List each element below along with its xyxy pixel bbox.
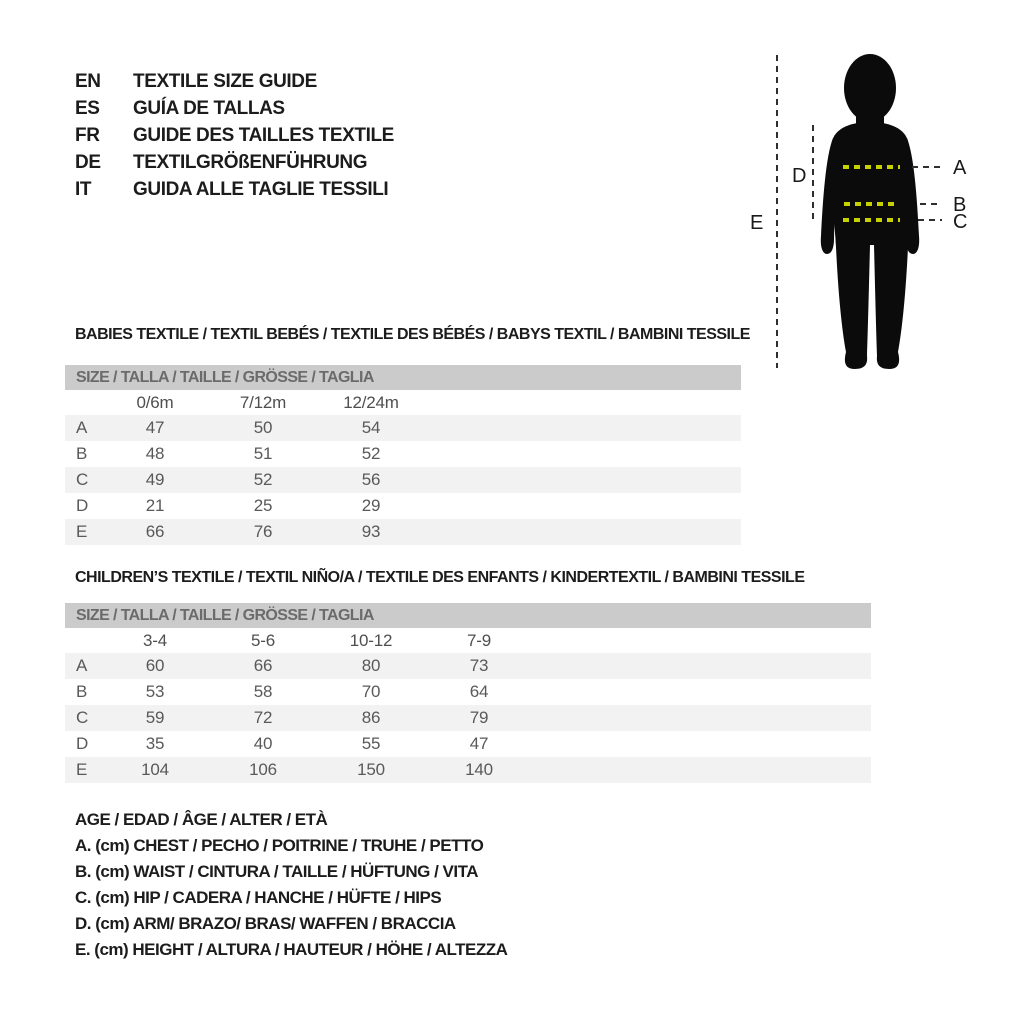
table-row — [65, 679, 871, 705]
value-cell: 73 — [469, 656, 489, 675]
legend-line-chest: A. (cm) CHEST / PECHO / POITRINE / TRUHE / PETTO — [75, 836, 484, 855]
column-header-row — [65, 390, 741, 415]
table-row — [65, 415, 741, 441]
lang-row-es — [75, 95, 394, 122]
label-c: C — [953, 211, 968, 233]
row-label-cell: A — [76, 418, 88, 437]
row-label-cell: D — [76, 496, 89, 515]
row-label-cell: C — [76, 708, 89, 727]
value-cell: 50 — [253, 418, 273, 437]
value-cell: 106 — [249, 760, 277, 779]
value-cell: 72 — [253, 708, 273, 727]
row-label-cell: E — [76, 522, 88, 541]
legend-line-arm: D. (cm) ARM/ BRAZO/ BRAS/ WAFFEN / BRACCIA — [75, 914, 456, 933]
table-row — [65, 493, 741, 519]
lang-code: FR — [75, 124, 100, 146]
row-label-cell: B — [76, 444, 88, 463]
value-cell: 48 — [145, 444, 165, 463]
value-cell: 150 — [357, 760, 385, 779]
value-cell: 56 — [361, 470, 381, 489]
lang-title: TEXTILE SIZE GUIDE — [133, 70, 317, 92]
label-e: E — [750, 212, 764, 234]
value-cell: 55 — [361, 734, 381, 753]
table-row — [65, 705, 871, 731]
row-label-cell — [65, 628, 101, 653]
babies-size-table — [65, 365, 741, 545]
value-cell: 25 — [253, 496, 273, 515]
legend-line-age: AGE / EDAD / ÂGE / ALTER / ETÀ — [75, 810, 328, 829]
value-cell: 59 — [145, 708, 165, 727]
column-header-cell: 7-9 — [467, 631, 491, 650]
value-cell: 66 — [253, 656, 273, 675]
lang-code: DE — [75, 151, 101, 173]
size-table-header: SIZE / TALLA / TAILLE / GRÖSSE / TAGLIA — [65, 603, 871, 628]
value-cell: 21 — [145, 496, 165, 515]
lang-title: GUIDE DES TAILLES TEXTILE — [133, 124, 394, 146]
column-header-cell: 5-6 — [251, 631, 275, 650]
label-a: A — [953, 157, 967, 179]
value-cell: 47 — [145, 418, 165, 437]
lang-row-de — [75, 149, 394, 176]
measurement-legend — [75, 807, 507, 963]
value-cell: 51 — [253, 444, 273, 463]
value-cell: 40 — [253, 734, 273, 753]
value-cell: 140 — [465, 760, 493, 779]
value-cell: 93 — [361, 522, 381, 541]
column-header-row — [65, 628, 871, 653]
value-cell: 35 — [145, 734, 165, 753]
table-row — [65, 653, 871, 679]
value-cell: 76 — [253, 522, 273, 541]
lang-row-it — [75, 176, 394, 203]
language-title-list — [75, 68, 394, 203]
value-cell: 54 — [361, 418, 381, 437]
label-d: D — [792, 165, 807, 187]
table-row — [65, 519, 741, 545]
value-cell: 52 — [253, 470, 273, 489]
babies-section-heading: BABIES TEXTILE / TEXTIL BEBÉS / TEXTILE DES BÉBÉS / BABYS TEXTIL / BAMBINI TESSILE — [75, 326, 750, 343]
value-cell: 60 — [145, 656, 165, 675]
label-b: B — [953, 194, 967, 216]
value-cell: 49 — [145, 470, 165, 489]
value-cell: 86 — [361, 708, 381, 727]
children-section-heading: CHILDREN’S TEXTILE / TEXTIL NIÑO/A / TEXTILE DES ENFANTS / KINDERTEXTIL / BAMBINI TESSILE — [75, 569, 805, 586]
row-label-cell: E — [76, 760, 88, 779]
value-cell: 70 — [361, 682, 381, 701]
lang-title: GUIDA ALLE TAGLIE TESSILI — [133, 178, 389, 200]
legend-line-hip: C. (cm) HIP / CADERA / HANCHE / HÜFTE / HIPS — [75, 888, 442, 907]
child-silhouette-icon — [740, 40, 1024, 380]
lang-row-fr — [75, 122, 394, 149]
column-header-cell: 3-4 — [143, 631, 167, 650]
row-label-cell: B — [76, 682, 88, 701]
value-cell: 53 — [145, 682, 165, 701]
children-size-table — [65, 603, 871, 783]
value-cell: 58 — [253, 682, 273, 701]
lang-code: ES — [75, 97, 100, 119]
table-row — [65, 441, 741, 467]
table-row — [65, 757, 871, 783]
silhouette-shape — [821, 54, 919, 369]
lang-title: TEXTILGRÖßENFÜHRUNG — [133, 151, 368, 173]
row-label-cell: C — [76, 470, 89, 489]
row-label-cell — [65, 390, 101, 415]
value-cell: 29 — [361, 496, 381, 515]
value-cell: 66 — [145, 522, 165, 541]
value-cell: 47 — [469, 734, 489, 753]
value-cell: 64 — [469, 682, 489, 701]
value-cell: 52 — [361, 444, 381, 463]
column-header-cell: 0/6m — [136, 393, 174, 412]
size-table-header: SIZE / TALLA / TAILLE / GRÖSSE / TAGLIA — [65, 365, 741, 390]
child-measurement-figure — [740, 40, 1024, 380]
column-header-cell: 12/24m — [343, 393, 399, 412]
column-header-cell: 10-12 — [349, 631, 393, 650]
lang-row-en — [75, 68, 394, 95]
row-label-cell: A — [76, 656, 88, 675]
value-cell: 104 — [141, 760, 169, 779]
legend-line-waist: B. (cm) WAIST / CINTURA / TAILLE / HÜFTUNG / VITA — [75, 862, 478, 881]
lang-title: GUÍA DE TALLAS — [133, 97, 285, 119]
value-cell: 80 — [361, 656, 381, 675]
column-header-cell: 7/12m — [239, 393, 287, 412]
table-row — [65, 731, 871, 757]
legend-line-height: E. (cm) HEIGHT / ALTURA / HAUTEUR / HÖHE / ALTEZZA — [75, 940, 508, 959]
lang-code: IT — [75, 178, 92, 200]
row-label-cell: D — [76, 734, 89, 753]
table-row — [65, 467, 741, 493]
value-cell: 79 — [469, 708, 489, 727]
lang-code: EN — [75, 70, 101, 92]
